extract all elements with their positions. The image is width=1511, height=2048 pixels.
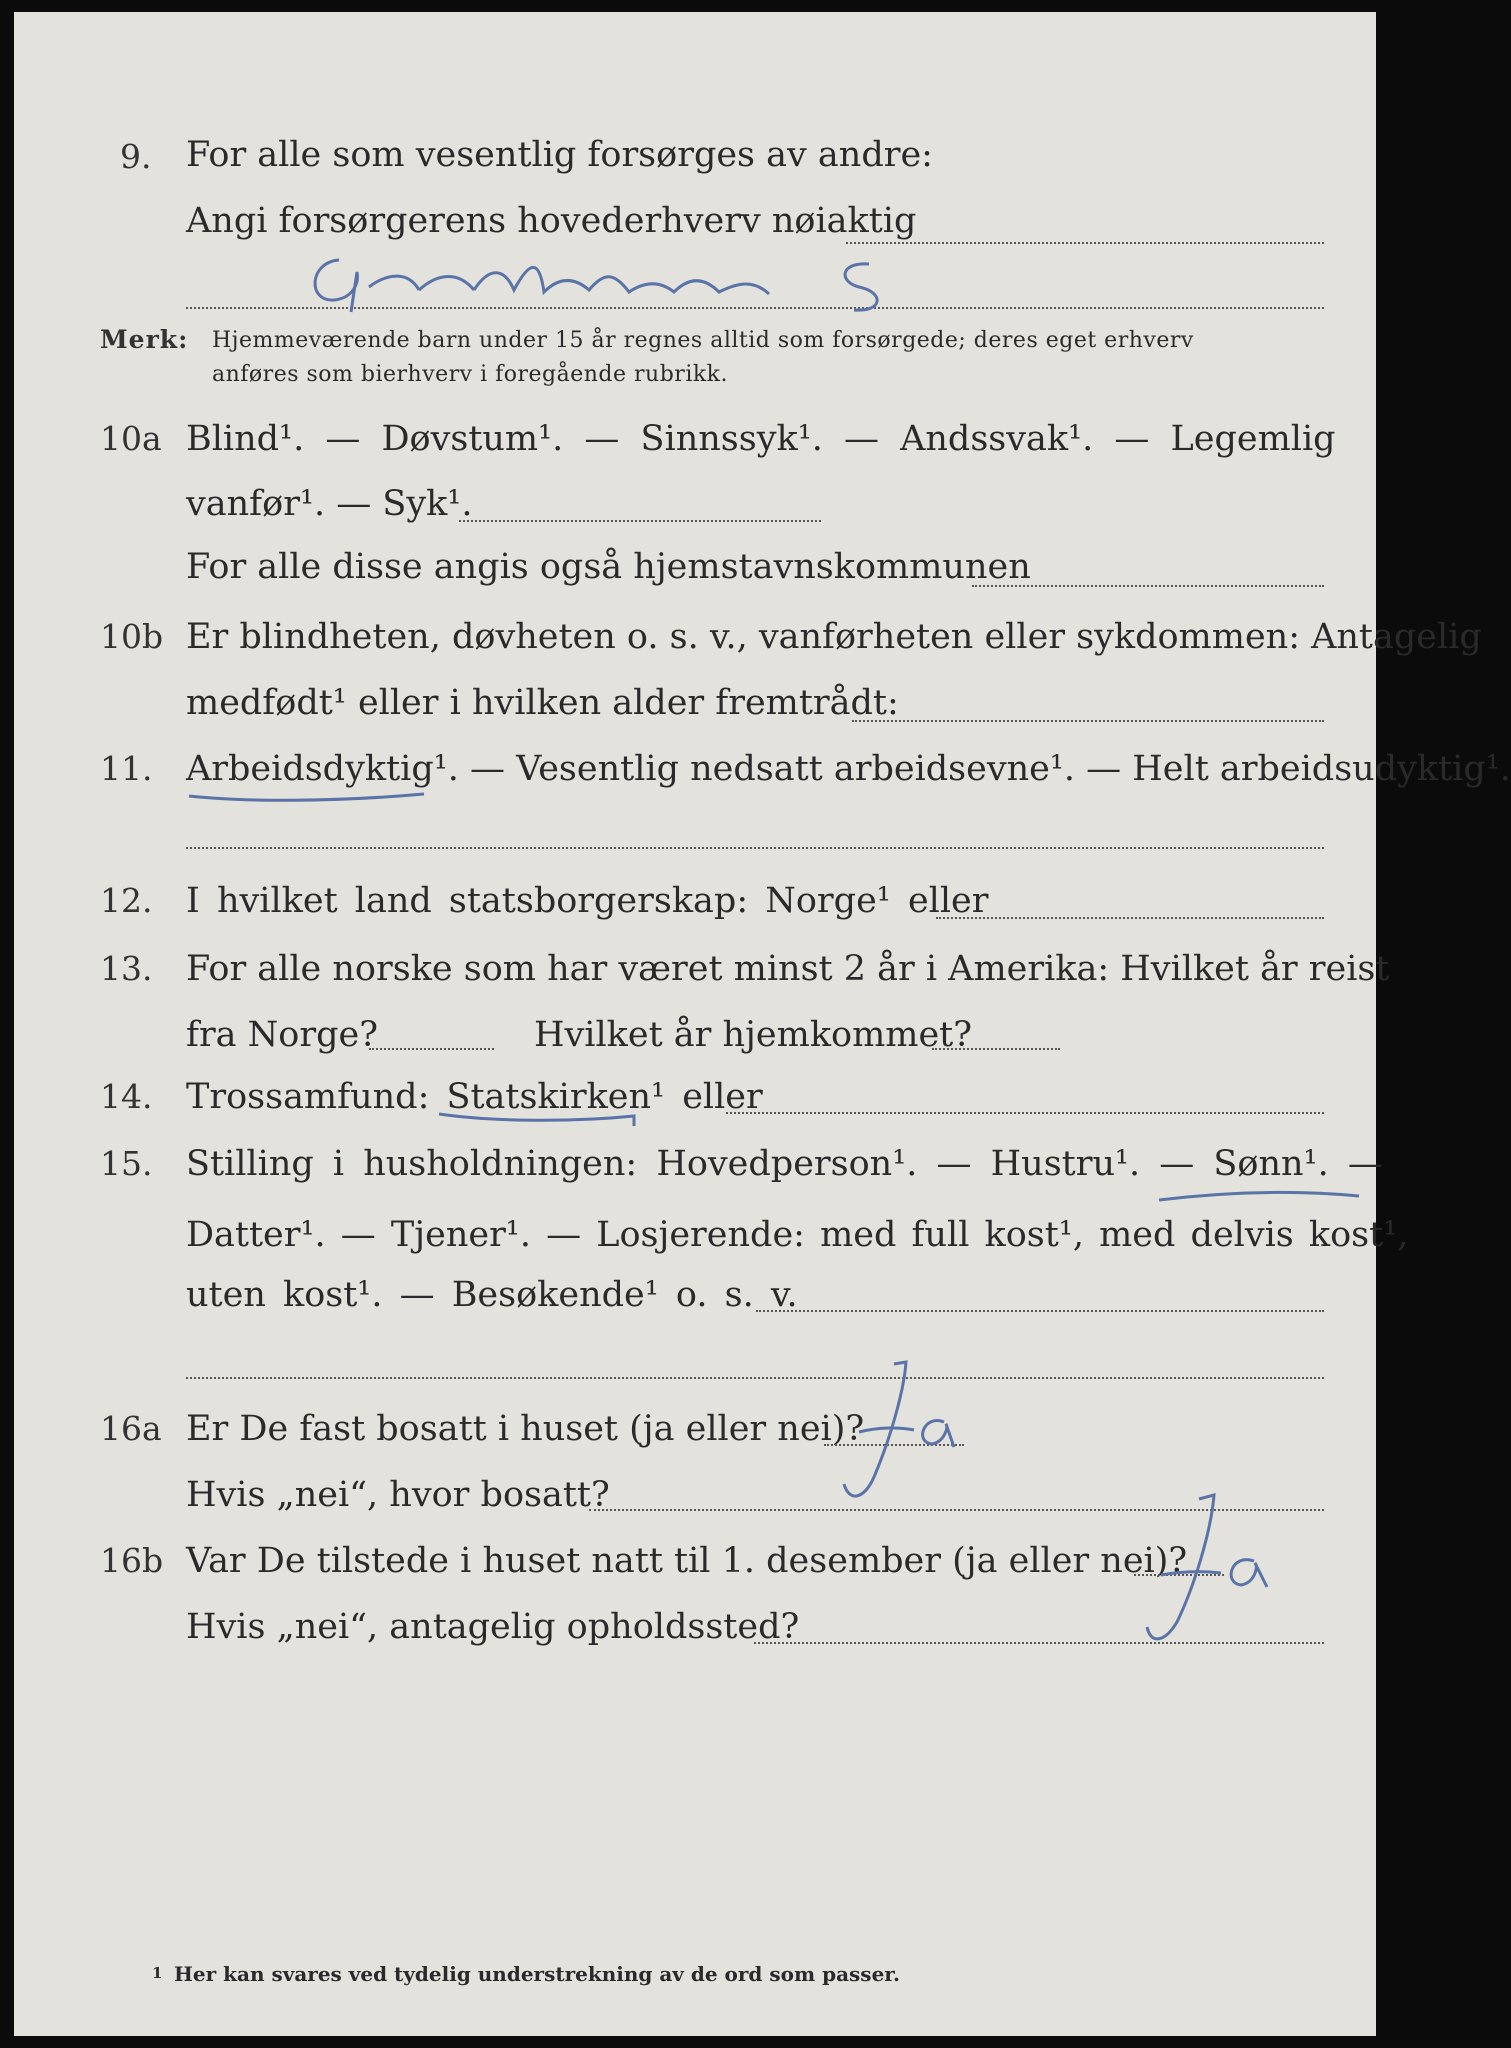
q15-line3: uten kost¹. — Besøkende¹ o. s. v. [186,1275,798,1315]
footnote-mark: 1 [152,1964,163,1982]
q9-line1: For alle som vesentlig forsørges av andre: [186,135,933,175]
hw-answer-text: Gårdbruker S [304,320,311,321]
handwritten-underline [184,788,434,808]
q14-post: eller [665,1077,763,1117]
q10b-number: 10b [100,617,164,656]
q16a-number: 16a [100,1409,162,1448]
merk-label: Merk: [100,325,189,354]
q10a-number: 10a [100,419,162,458]
q9-line2: Angi forsørgerens hovederhverv nøiaktig [186,201,917,241]
handwritten-answer-q9 [299,242,1019,322]
q15-line2: Datter¹. — Tjener¹. — Losjerende: med full kost¹, med delvis kost¹, [186,1215,1409,1255]
footnote-text: Her kan svares ved tydelig understrekning av de ord som passer. [174,1962,900,1986]
answer-line [186,1377,1324,1379]
answer-line [852,720,1324,722]
q10a-line1: Blind¹. — Døvstum¹. — Sinnssyk¹. — Andssvak¹. — Legemlig [186,419,1336,459]
q16b-line1: Var De tilstede i huset natt til 1. desember (ja eller nei)? [186,1541,1188,1581]
q12-option-norge: Norge¹ [765,881,891,921]
q16b-number: 16b [100,1541,164,1580]
handwritten-underline [434,1108,644,1132]
census-form-page [14,12,1511,2036]
answer-line [932,1048,1060,1050]
answer-line [754,1642,1324,1644]
q10a-line2: vanfør¹. — Syk¹. [186,484,473,524]
q12-pre: I hvilket land statsborgerskap: [186,881,766,921]
q16b-line2: Hvis „nei“, antagelig opholdssted? [186,1607,800,1647]
q11-line [186,749,1511,789]
q12-line [186,881,989,921]
q12-number: 12. [100,881,153,920]
q14-option-statskirken: Statskirken¹ [446,1077,666,1117]
handwritten-answer-q16b [1099,1487,1289,1657]
q13-number: 13. [100,949,153,988]
q9-number: 9. [120,137,152,176]
answer-line [726,1112,1324,1114]
q16a-line2: Hvis „nei“, hvor bosatt? [186,1475,610,1515]
answer-line [756,1310,1324,1312]
q10b-line2: medfødt¹ eller i hvilken alder fremtrådt: [186,683,899,723]
q13-line1: For alle norske som har været minst 2 år i Amerika: Hvilket år reist [186,949,1390,989]
answer-line [369,1048,494,1050]
q11-number: 11. [100,749,153,788]
hw-answer-text: Ja [804,1510,805,1511]
q14-number: 14. [100,1077,153,1116]
q15-number: 15. [100,1144,153,1183]
hw-answer-text: Ja [1099,1655,1100,1656]
q16a-line1: Er De fast bosatt i huset (ja eller nei)? [186,1409,865,1449]
answer-line [972,585,1324,587]
handwritten-underline [1154,1188,1364,1208]
q10a-line3: For alle disse angis også hjemstavnskommunen [186,547,1031,587]
q15-line1: Stilling i husholdningen: Hovedperson¹. — Hustru¹. — Sønn¹. — [186,1144,1383,1184]
q12-post: eller [890,881,989,921]
q10b-line1: Er blindheten, døvheten o. s. v., vanførheten eller sykdommen: Antagelig [186,617,1482,657]
q11-option-arbeidsdyktig: Arbeidsdyktig¹. [186,749,459,789]
q14-pre: Trossamfund: [186,1077,447,1117]
merk-line1: Hjemmeværende barn under 15 år regnes alltid som forsørgede; deres eget erhverv [212,328,1194,353]
handwritten-answer-q16a [804,1352,974,1512]
answer-line [936,917,1324,919]
answer-line [459,520,821,522]
q13-line2b: Hvilket år hjemkommet? [534,1015,973,1055]
q11-rest: — Vesentlig nedsatt arbeidsevne¹. — Helt arbeidsudyktig¹. [458,749,1511,789]
merk-line2: anføres som bierhverv i foregående rubrikk. [212,362,729,387]
q13-line2a: fra Norge? [186,1015,378,1055]
answer-line [186,847,1324,849]
